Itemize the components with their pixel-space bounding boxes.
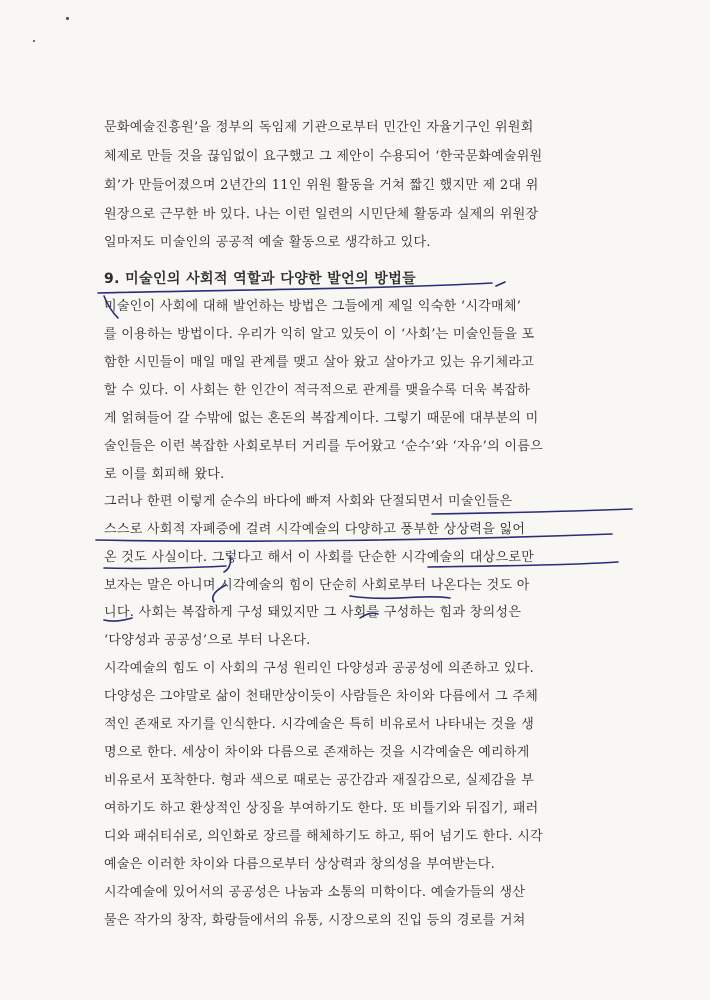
body-text-line: 디와 패쉬티쉬로, 의인화로 장르를 해체하기도 하고, 뛰어 넘기도 한다. 시각 (104, 829, 543, 844)
body-text-line: 보자는 말은 아니며 시각예술의 힘이 단순히 사회로부터 나온다는 것도 아 (104, 578, 530, 593)
scan-speck (33, 40, 35, 42)
body-text-line: 할 수 있다. 이 사회는 한 인간이 적극적으로 관계를 맺을수록 더욱 복잡하 (104, 383, 531, 398)
body-text-line: ‘다양성과 공공성’으로 부터 나온다. (104, 633, 311, 648)
body-text-line: 체제로 만들 것을 끊임없이 요구했고 그 제안이 수용되어 ‘한국문화예술위원 (104, 149, 543, 164)
body-text-line: 원장으로 근무한 바 있다. 나는 이런 일련의 시민단체 활동과 실제의 위원장 (104, 207, 539, 222)
body-text-line: 로 이를 회피해 왔다. (104, 467, 225, 482)
pen-underline (496, 282, 505, 286)
body-text-line: 니다. 사회는 복잡하게 구성 돼있지만 그 사회를 구성하는 힘과 창의성은 (104, 605, 522, 620)
body-text-line: 온 것도 사실이다. 그렇다고 해서 이 사회를 단순한 시각예술의 대상으로만 (104, 550, 535, 565)
body-text-line: 예술은 이러한 차이와 다름으로부터 상상력과 창의성을 부여받는다. (104, 857, 496, 872)
body-text-line: 술인들은 이런 복잡한 사회로부터 거리를 두어왔고 ‘순수’와 ‘자유’의 이름으 (104, 439, 543, 454)
body-text-line: 함한 시민들이 매일 매일 관계를 맺고 살아 왔고 살아가고 있는 유기체라고 (104, 355, 535, 370)
body-text-line: 그러나 한편 이렇게 순수의 바다에 빠져 사회와 단절되면서 미술인들은 (104, 494, 513, 509)
body-text-line: 회’가 만들어졌으며 2년간의 11인 위원 활동을 거쳐 짧긴 했지만 제 2대 위 (104, 178, 539, 193)
body-text-line: 시각예술에 있어서의 공공성은 나눔과 소통의 미학이다. 예술가들의 생산 (104, 885, 526, 900)
body-text-line: 미술인이 사회에 대해 발언하는 방법은 그들에게 제일 익숙한 ‘시각매체’ (104, 299, 522, 314)
body-text-line: 를 이용하는 방법이다. 우리가 익히 알고 있듯이 이 ‘사회’는 미술인들을 포 (104, 327, 535, 342)
section-heading: 9. 미술인의 사회적 역할과 다양한 발언의 방법들 (104, 271, 417, 287)
body-text-line: 여하기도 하고 환상적인 상징을 부여하기도 한다. 또 비틀기와 뒤집기, 패러 (104, 801, 539, 816)
pen-underline (350, 596, 450, 598)
body-text-line: 시각예술의 힘도 이 사회의 구성 원리인 다양성과 공공성에 의존하고 있다. (104, 661, 535, 676)
body-text-line: 문화예술진흥원’을 정부의 독임제 기관으로부터 민간인 자율기구인 위원회 (104, 120, 534, 135)
body-text-line: 적인 존재로 자기를 인식한다. 시각예술은 특히 비유로서 나타내는 것을 생 (104, 717, 535, 732)
body-text-line: 게 얽혀들어 갈 수밖에 없는 혼돈의 복잡계이다. 그렇기 때문에 대부분의 미 (104, 411, 539, 426)
body-text-line: 다양성은 그야말로 삶이 천태만상이듯이 사람들은 차이와 다름에서 그 주체 (104, 689, 539, 704)
body-text-line: 스스로 사회적 자폐증에 걸려 시각예술의 다양하고 풍부한 상상력을 잃어 (104, 522, 526, 537)
body-text-line: 일마저도 미술인의 공공적 예술 활동으로 생각하고 있다. (104, 235, 431, 250)
scan-speck (66, 17, 69, 20)
body-text-line: 비유로서 포착한다. 형과 색으로 때로는 공간감과 재질감으로, 실제감을 부 (104, 773, 535, 788)
body-text-line: 물은 작가의 창작, 화랑들에서의 유통, 시장으로의 진입 등의 경로를 거쳐 (104, 913, 526, 928)
body-text-line: 명으로 한다. 세상이 차이와 다름으로 존재하는 것을 시각예술은 예리하게 (104, 745, 530, 760)
